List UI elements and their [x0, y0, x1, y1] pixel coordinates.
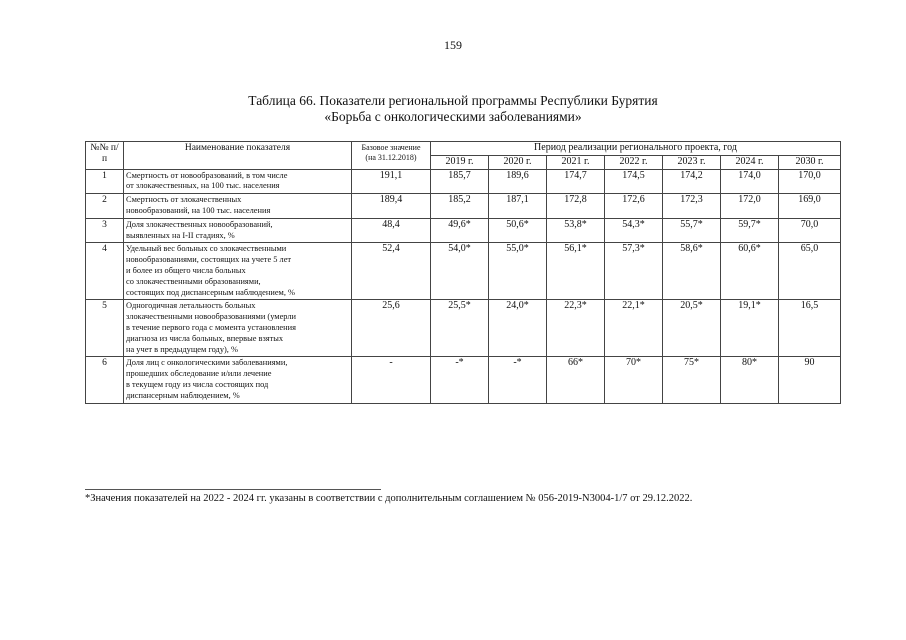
year-value: 185,2	[431, 194, 489, 219]
indicator-name-line: от злокачественных, на 100 тыс. населения	[126, 181, 280, 191]
year-value: 174,2	[663, 169, 721, 194]
year-value: 172,8	[547, 194, 605, 219]
year-value: 59,7*	[721, 218, 779, 243]
year-value: 70,0	[779, 218, 841, 243]
year-value: 172,3	[663, 194, 721, 219]
year-value: 70*	[605, 357, 663, 403]
header-year: 2020 г.	[489, 155, 547, 169]
year-value: -*	[489, 357, 547, 403]
indicator-name-line: диспансерным наблюдением, %	[126, 390, 240, 400]
year-value: 57,3*	[605, 243, 663, 300]
indicator-name-line: на учет в предыдущем году), %	[126, 344, 238, 354]
table-title	[0, 93, 906, 125]
header-num: №№ п/п	[86, 142, 124, 170]
year-value: 65,0	[779, 243, 841, 300]
indicator-name	[124, 218, 352, 243]
page-number: 159	[444, 38, 462, 52]
row-number: 1	[86, 169, 124, 194]
year-value: 50,6*	[489, 218, 547, 243]
indicator-name-line: Доля лиц с онкологическими заболеваниями,	[126, 358, 288, 368]
year-value: 187,1	[489, 194, 547, 219]
indicator-name	[124, 194, 352, 219]
year-value: 90	[779, 357, 841, 403]
year-value: 53,8*	[547, 218, 605, 243]
header-base-main: Базовое значение	[361, 143, 421, 152]
indicator-name-line: диагноза из числа больных, впервые взятых	[126, 333, 284, 343]
year-value: -*	[431, 357, 489, 403]
indicator-name-line: и более из общего числа больных	[126, 265, 246, 275]
table-row	[86, 218, 841, 243]
table-row	[86, 357, 841, 403]
indicator-name-line: Доля злокачественных новообразований,	[126, 219, 273, 229]
year-value: 56,1*	[547, 243, 605, 300]
header-year: 2030 г.	[779, 155, 841, 169]
table-row	[86, 169, 841, 194]
header-name: Наименование показателя	[124, 142, 352, 170]
year-value: 189,6	[489, 169, 547, 194]
year-value: 172,0	[721, 194, 779, 219]
year-value: 22,1*	[605, 300, 663, 357]
indicator-name-line: Смертность от злокачественных	[126, 195, 242, 205]
year-value: 58,6*	[663, 243, 721, 300]
year-value: 170,0	[779, 169, 841, 194]
table-title-line-1: Таблица 66. Показатели региональной программы Республики Бурятия	[248, 93, 658, 108]
base-value: 48,4	[352, 218, 431, 243]
indicators-table	[85, 141, 841, 404]
year-value: 75*	[663, 357, 721, 403]
indicator-name-line: прошедших обследование и/или лечение	[126, 369, 272, 379]
header-year: 2023 г.	[663, 155, 721, 169]
base-value: -	[352, 357, 431, 403]
indicator-name-line: в течение первого года с момента установления	[126, 322, 296, 332]
indicator-name-line: новообразований, на 100 тыс. населения	[126, 205, 271, 215]
header-year: 2022 г.	[605, 155, 663, 169]
row-number: 2	[86, 194, 124, 219]
year-value: 25,5*	[431, 300, 489, 357]
row-number: 5	[86, 300, 124, 357]
row-number: 6	[86, 357, 124, 403]
header-year: 2019 г.	[431, 155, 489, 169]
header-year: 2021 г.	[547, 155, 605, 169]
base-value: 25,6	[352, 300, 431, 357]
year-value: 169,0	[779, 194, 841, 219]
indicator-name	[124, 300, 352, 357]
indicator-name-line: Удельный вес больных со злокачественными	[126, 244, 287, 254]
table-row	[86, 194, 841, 219]
base-value: 191,1	[352, 169, 431, 194]
indicator-name-line: новообразованиями, состоящих на учете 5 лет	[126, 255, 292, 265]
footnote: *Значения показателей на 2022 - 2024 гг. указаны в соответствии с дополнительным соглашением № 056-2019-N3004-1/7 от 29.12.2022.	[85, 493, 693, 504]
year-value: 54,0*	[431, 243, 489, 300]
table-row	[86, 243, 841, 300]
base-value: 52,4	[352, 243, 431, 300]
header-base	[352, 142, 431, 170]
year-value: 174,0	[721, 169, 779, 194]
indicator-name	[124, 169, 352, 194]
year-value: 80*	[721, 357, 779, 403]
year-value: 16,5	[779, 300, 841, 357]
year-value: 185,7	[431, 169, 489, 194]
year-value: 55,0*	[489, 243, 547, 300]
year-value: 60,6*	[721, 243, 779, 300]
base-value: 189,4	[352, 194, 431, 219]
year-value: 54,3*	[605, 218, 663, 243]
table-title-line-2: «Борьба с онкологическими заболеваниями»	[324, 109, 582, 124]
footnote-divider	[85, 489, 381, 490]
indicator-name-line: со злокачественными образованиями,	[126, 276, 261, 286]
header-year: 2024 г.	[721, 155, 779, 169]
indicator-name	[124, 243, 352, 300]
year-value: 55,7*	[663, 218, 721, 243]
indicator-name-line: состоящих под диспансерным наблюдением, %	[126, 287, 296, 297]
table-row	[86, 300, 841, 357]
indicator-name-line: выявленных на I-II стадиях, %	[126, 230, 235, 240]
year-value: 24,0*	[489, 300, 547, 357]
indicator-name-line: злокачественными новообразованиями (умерли	[126, 312, 297, 322]
year-value: 49,6*	[431, 218, 489, 243]
indicator-name-line: в текущем году из числа состоящих под	[126, 379, 269, 389]
row-number: 4	[86, 243, 124, 300]
header-period: Период реализации регионального проекта, год	[431, 142, 841, 156]
indicator-name-line: Смертность от новообразований, в том числе	[126, 170, 288, 180]
header-base-date: (на 31.12.2018)	[365, 153, 417, 162]
indicator-name	[124, 357, 352, 403]
year-value: 20,5*	[663, 300, 721, 357]
year-value: 66*	[547, 357, 605, 403]
table-body	[86, 169, 841, 403]
row-number: 3	[86, 218, 124, 243]
year-value: 174,5	[605, 169, 663, 194]
indicator-name-line: Одногодичная летальность больных	[126, 301, 256, 311]
year-value: 174,7	[547, 169, 605, 194]
year-value: 19,1*	[721, 300, 779, 357]
year-value: 22,3*	[547, 300, 605, 357]
year-value: 172,6	[605, 194, 663, 219]
